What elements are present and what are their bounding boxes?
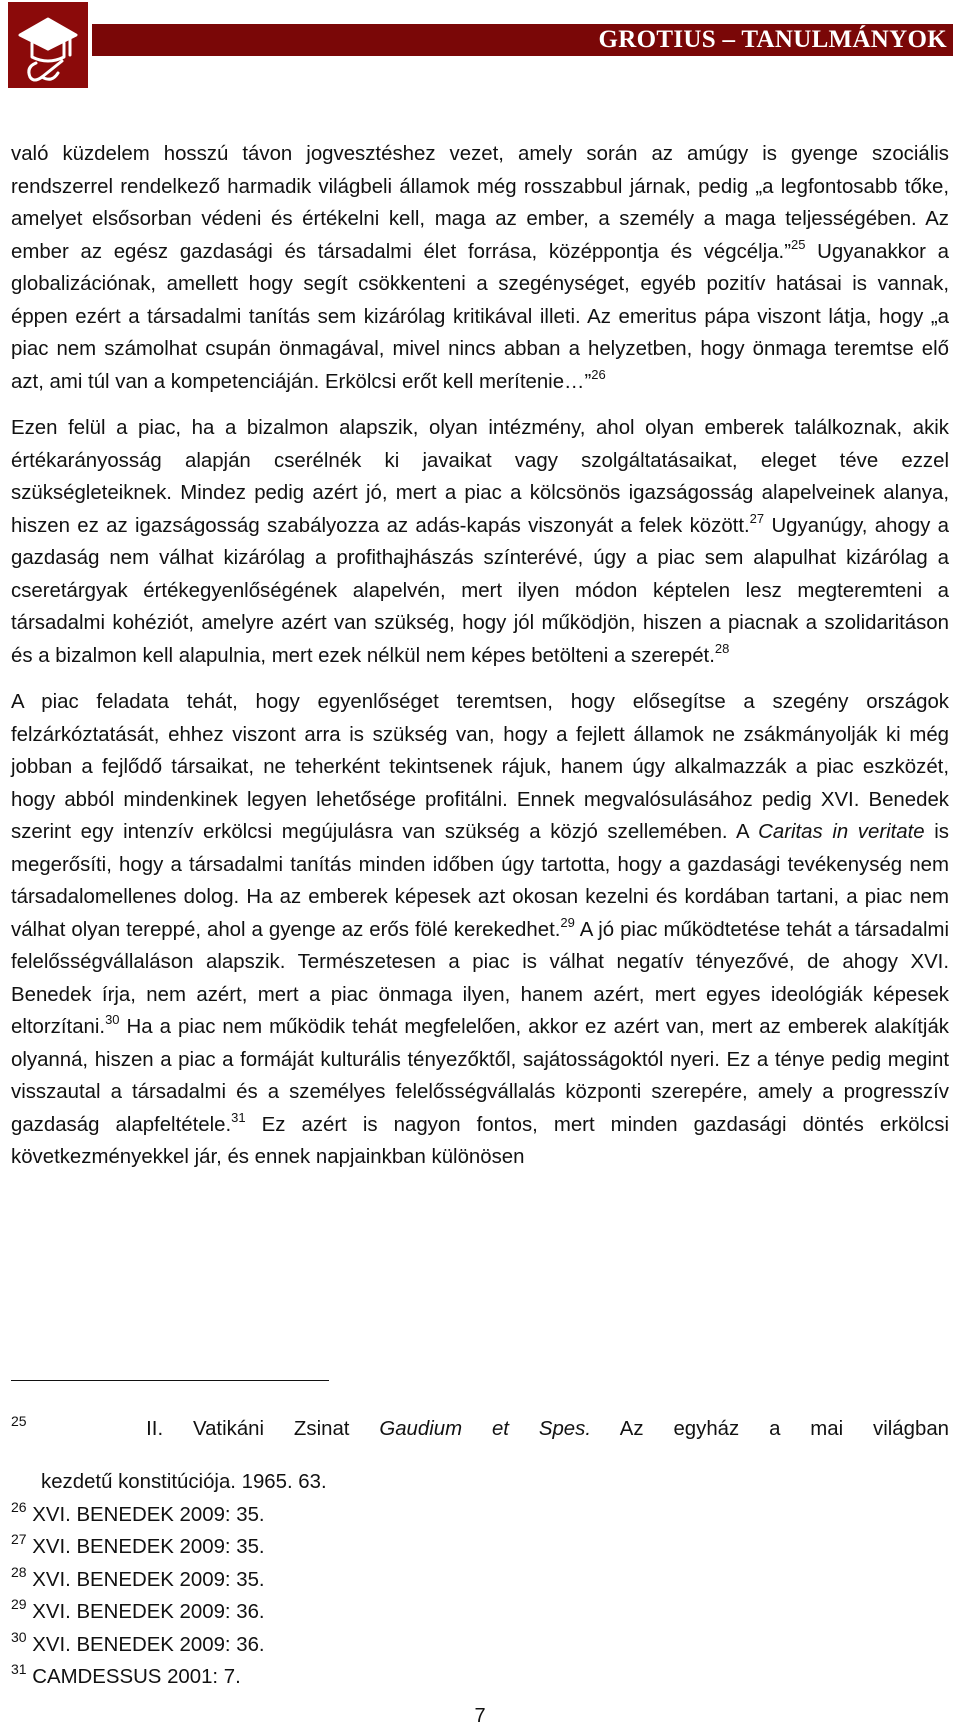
text-run: is megerősíti, hogy a társadalmi tanítás minden időben úgy tartotta, hogy a gazdasági tevékenység nem társadalomellenes dolog. Ha az emberek képesek azt okosan kezelni és kordában tartani, a piac nem válhat olyan tereppé, ahol a gyenge az erős fölé kerekedhet. [11, 821, 949, 941]
footnote-number: 30 [11, 1628, 27, 1645]
page-header [8, 2, 953, 88]
footnote-31 [11, 1661, 949, 1694]
footnote-text: XVI. BENEDEK 2009: 36. [26, 1601, 265, 1624]
footnote-divider [11, 1380, 329, 1381]
footnote-ref[interactable]: 29 [560, 914, 575, 930]
footnote-ref[interactable]: 25 [791, 236, 806, 252]
footnote-text: XVI. BENEDEK 2009: 35. [26, 1536, 265, 1559]
footnote-number: 26 [11, 1498, 27, 1515]
paragraph-3 [11, 686, 949, 1174]
text-run: Ezen felül a piac, ha a bizalmon alapszik, olyan intézmény, ahol olyan emberek találkoznak, akik értékarányosság alapján cserélnék ki javaikat vagy szolgáltatásaikat, eleget téve ezzel szükségleteiknek. Mindez pedig azért jó, mert a piac a kölcsönös igazságosság alapelveinek alanya, hiszen ez az igazságosság szabályozza az adás-kapás viszonyát a felek között. [11, 417, 949, 537]
footnote-text: XVI. BENEDEK 2009: 35. [26, 1503, 265, 1526]
footnote-26 [11, 1499, 949, 1532]
graduation-cap-scroll-icon [12, 5, 84, 85]
footnote-number: 25 [11, 1413, 27, 1430]
italic-title: Caritas in veritate [758, 821, 925, 843]
footnote-ref[interactable]: 27 [749, 510, 765, 526]
text-run: való küzdelem hosszú távon jogvesztéshez vezet, amely során az amúgy is gyenge szociális rendszerrel rendelkező harmadik világbeli államok még rosszabbul járnak, pedig „a legfontosabb tőke, amelyet elsősorban védeni és értékelni kell, maga az ember, a személy a maga teljességében. Az ember az egész gazdasági és társadalmi élet forrása, középpontja és végcélja.” [11, 143, 949, 263]
footnote-text: XVI. BENEDEK 2009: 35. [26, 1568, 265, 1591]
footnote-25 [11, 1413, 949, 1446]
footnote-27 [11, 1531, 949, 1564]
text-run: Ugyanúgy, ahogy a gazdaság nem válhat kizárólag a profithajhászás színterévé, úgy a piac sem alapulhat kizárólag a cseretárgyak értékegyenlőségének alapelvén, mert ilyen módon képtelen lesz megteremteni a társadalmi kohéziót, amelyre azért van szükség, hogy jól működjön, hiszen a piacnak a szolidaritáson és a bizalmon kell alapulnia, mert ezek nélkül nem képes betölteni a szerepét. [11, 514, 949, 667]
footnote-italic: Gaudium et Spes. [379, 1418, 591, 1441]
page-number: 7 [474, 1705, 486, 1727]
footnote-number: 28 [11, 1563, 27, 1580]
footnote-28 [11, 1564, 949, 1597]
footnote-ref[interactable]: 28 [714, 640, 730, 656]
footnote-number: 29 [11, 1596, 27, 1613]
text-run: A jó piac működtetése tehát a társadalmi felelősségvállaláson alapszik. Természetesen a piac is válhat negatív tényezővé, de ahogy XVI. Benedek írja, nem azért, mert a piac önmaga ilyen, hanem azért, mert egyes ideológiák képesek eltorzítani. [11, 918, 949, 1038]
footnote-29 [11, 1596, 949, 1629]
footnote-30 [11, 1629, 949, 1662]
text-run: Ez azért is nagyon fontos, mert minden gazdasági döntés erkölcsi következményekkel jár, és ennek napjainkban különösen [11, 1113, 950, 1168]
footnote-ref[interactable]: 30 [105, 1012, 120, 1027]
article-body [11, 138, 949, 1188]
footnote-text: Az egyház a mai világban [591, 1418, 950, 1441]
footnote-25-continued: kezdetű konstitúciója. 1965. 63. [41, 1471, 327, 1494]
footnote-number: 31 [11, 1661, 27, 1678]
paragraph-1 [11, 138, 949, 398]
paragraph-2 [11, 412, 949, 672]
journal-title: GROTIUS – TANULMÁNYOK [598, 26, 947, 53]
text-run: A piac feladata tehát, hogy egyenlőséget teremtsen, hogy elősegítse a szegény országok felzárkóztatását, ehhez viszont arra is szükség van, hogy a fejlett államok ne zsákmányolják ki még jobban a fejlődő társaikat, ne teherként tekintsenek rájuk, hanem úgy alkalmazzák a piac eszközét, hogy abból mindenkinek legyen lehetősége profitálni. Ennek megvalósulásához pedig XVI. Benedek szerint egy intenzív erkölcsi megújulásra van szükség a közjó szellemében. A [11, 691, 949, 843]
footnote-ref[interactable]: 31 [231, 1109, 246, 1125]
header-band [92, 24, 953, 56]
text-run: Ugyanakkor a globalizációnak, amellett hogy segít csökkenteni a szegénységet, egyéb pozitív hatásai is vannak, éppen ezért a társadalmi tanítás sem kizárólag kritikával illeti. Az emeritus pápa viszont látja, hogy „a piac nem számolhat csupán önmagával, mivel nincs abban a helyzetben, hogy önmaga teremtse elő azt, ami túl van a kompetenciáján. Erkölcsi erőt kell merítenie…” [11, 240, 949, 393]
footnote-ref[interactable]: 26 [591, 366, 606, 382]
footnote-text: CAMDESSUS 2001: 7. [26, 1666, 241, 1689]
footnote-text: XVI. BENEDEK 2009: 36. [26, 1633, 265, 1656]
footnote-number: 27 [11, 1531, 27, 1548]
logo [8, 2, 88, 88]
footnote-text: II. Vatikáni Zsinat [146, 1418, 380, 1441]
text-run: Ha a piac nem működik tehát megfelelően, akkor ez azért van, mert az emberek alakítják olyanná, hiszen a piac a formáját kulturális tényezőktől, sajátosságoktól nyeri. Ez a ténye pedig megint visszautal a társadalmi és a személyes felelősségvállalás központi szerepére, amely a progresszív gazdaság alapfeltétele. [11, 1016, 949, 1136]
footnotes [11, 1393, 949, 1694]
